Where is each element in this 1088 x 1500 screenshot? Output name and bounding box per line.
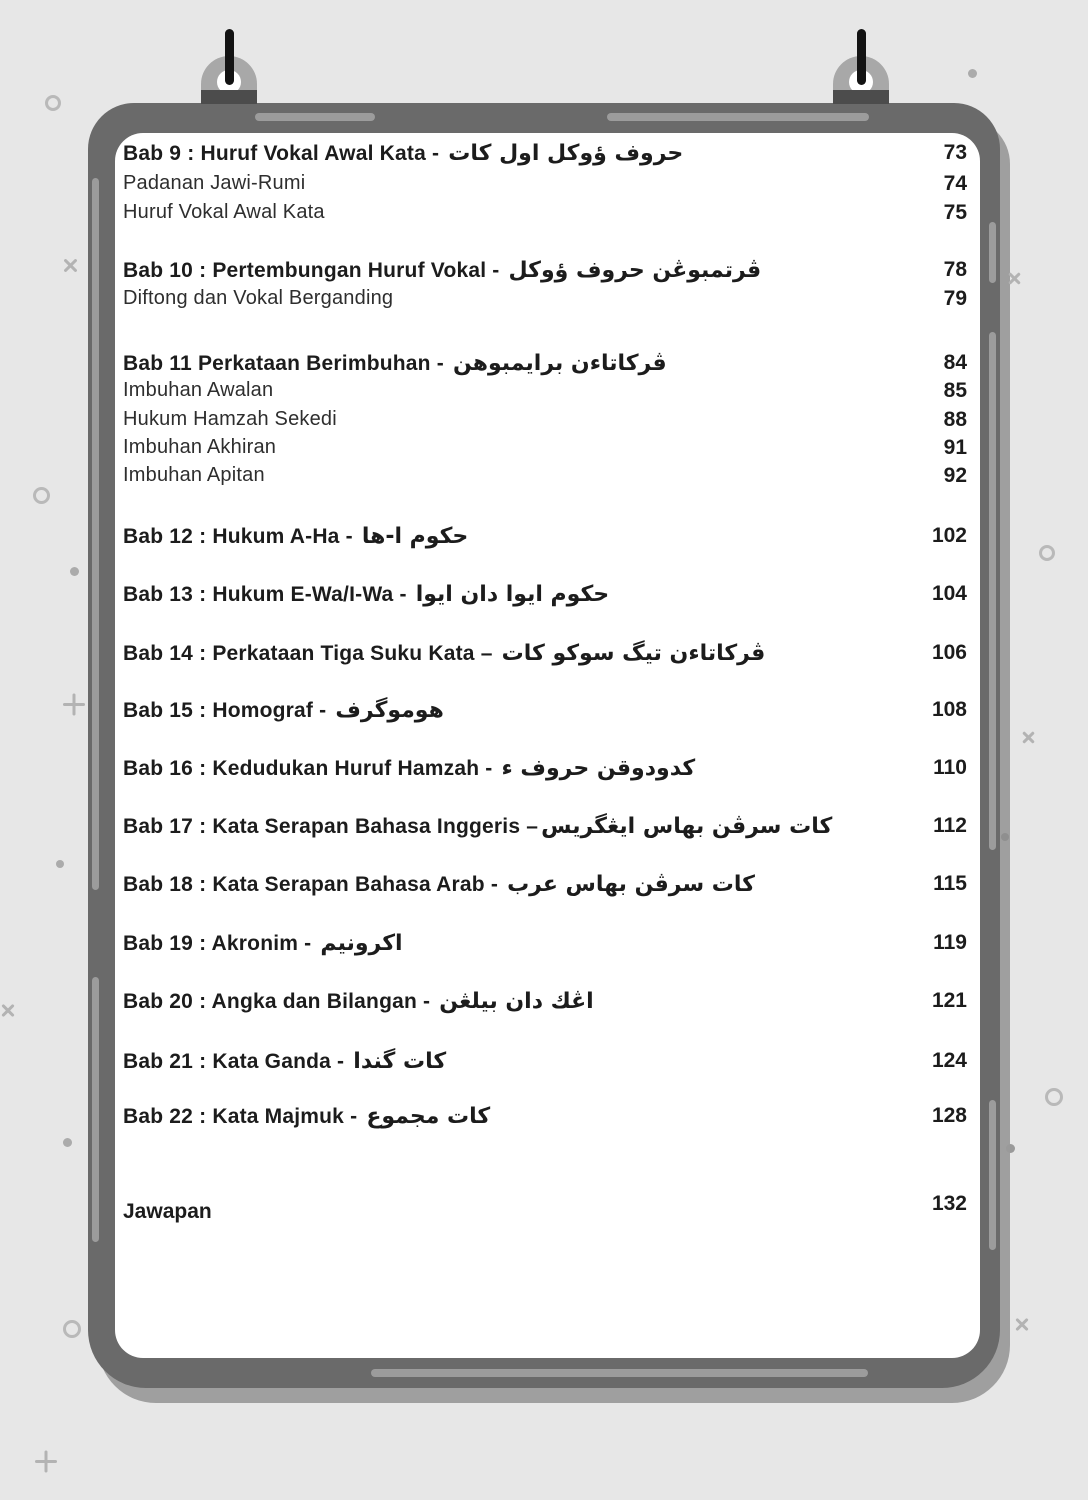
circle-decoration-icon: [33, 487, 50, 504]
toc-entry-title: Imbuhan Awalan: [123, 379, 274, 401]
toc-page-number: 85: [943, 379, 967, 402]
clip-pin-icon: [225, 29, 234, 85]
toc-entry-label: [123, 172, 305, 195]
toc-entry-title: Bab 21 : Kata Ganda -: [123, 1050, 351, 1073]
toc-entry-title: Huruf Vokal Awal Kata: [123, 201, 325, 223]
board-highlight-strip: [989, 1100, 996, 1250]
toc-entry-label: [123, 1192, 212, 1223]
toc-page-number: 92: [943, 464, 967, 487]
toc-entry-jawi: كات مجموع: [366, 1104, 491, 1129]
toc-entry-title: Imbuhan Apitan: [123, 464, 265, 486]
toc-entry-label: [123, 698, 444, 723]
circle-decoration-icon: [1045, 1088, 1063, 1106]
toc-row: [123, 464, 967, 488]
toc-page-number: 124: [931, 1049, 967, 1072]
board-highlight-strip: [989, 222, 996, 283]
circle-decoration-icon: [63, 1320, 81, 1338]
toc-entry-title: Bab 16 : Kedudukan Huruf Hamzah -: [123, 757, 499, 780]
toc-page-number: 108: [931, 698, 967, 721]
cross-decoration-icon: [1007, 271, 1022, 286]
dot-decoration-icon: [70, 567, 79, 576]
toc-row: [123, 814, 967, 839]
toc-row: [123, 201, 967, 225]
toc-entry-title: Bab 18 : Kata Serapan Bahasa Arab -: [123, 873, 505, 896]
clip-base: [201, 90, 257, 104]
dot-decoration-icon: [1006, 1144, 1015, 1153]
toc-page-number: 112: [933, 814, 967, 837]
toc-entry-jawi: كات سرڤن بهاس عرب: [507, 872, 755, 897]
board-highlight-strip: [255, 113, 375, 121]
board-highlight-strip: [371, 1369, 868, 1377]
toc-entry-title: Bab 20 : Angka dan Bilangan -: [123, 990, 437, 1013]
toc-entry-label: [123, 814, 832, 839]
toc-page-number: 106: [931, 641, 967, 664]
toc-entry-title: Bab 9 : Huruf Vokal Awal Kata -: [123, 142, 446, 165]
toc-entry-jawi: كات سرڤن بهاس ايڠگريس: [541, 814, 833, 839]
board-highlight-strip: [989, 332, 996, 850]
toc-page-number: 128: [931, 1104, 967, 1127]
toc-row: [123, 582, 967, 607]
toc-entry-title: Bab 15 : Homograf -: [123, 699, 333, 722]
toc-entry-label: [123, 379, 273, 402]
toc-entry-jawi: اكرونيم: [320, 931, 403, 956]
toc-entry-label: [123, 582, 609, 607]
dot-decoration-icon: [63, 1138, 72, 1147]
toc-page-number: 132: [931, 1192, 967, 1215]
toc-row: [123, 287, 967, 311]
toc-entry-label: [123, 872, 755, 897]
toc-entry-label: [123, 141, 683, 166]
toc-page-number: 84: [943, 351, 967, 374]
toc-page-number: 79: [943, 287, 967, 310]
toc-page-number: 102: [931, 524, 967, 547]
toc-entry-jawi: حروف ؤوكل اول كات: [448, 141, 684, 166]
toc-entry-label: [123, 1049, 446, 1074]
toc-entry-jawi: اڠك دان بيلڠن: [439, 989, 594, 1014]
toc-entry-label: [123, 641, 765, 666]
toc-page-number: 74: [943, 172, 967, 195]
toc-page-number: 75: [943, 201, 967, 224]
toc-entry-title: Padanan Jawi-Rumi: [123, 172, 306, 194]
toc-entry-label: [123, 351, 667, 376]
toc-entry-jawi: ڤركاتاءن تيگ سوكو كات: [501, 641, 766, 666]
clip-base: [833, 90, 889, 104]
dot-decoration-icon: [968, 69, 977, 78]
toc-entry-title: Bab 14 : Perkataan Tiga Suku Kata –: [123, 642, 499, 665]
plus-decoration-icon: [63, 693, 85, 715]
toc-entry-label: [123, 756, 695, 781]
toc-entry-label: [123, 931, 403, 956]
toc-entry-jawi: ڤركاتاءن برايمبوهن: [452, 351, 667, 376]
clip-pin-icon: [857, 29, 866, 85]
cross-decoration-icon: [1021, 730, 1036, 745]
toc-entry-label: [123, 436, 276, 459]
toc-row: [123, 1049, 967, 1074]
toc-entry-label: [123, 408, 337, 431]
toc-entry-title: Hukum Hamzah Sekedi: [123, 408, 337, 430]
toc-page-number: 119: [933, 931, 967, 954]
toc-entry-jawi: حكوم ايوا دان ايوا: [415, 582, 610, 607]
toc-entry-title: Bab 11 Perkataan Berimbuhan -: [123, 352, 450, 375]
toc-page-number: 91: [943, 436, 967, 459]
toc-entry-label: [123, 1104, 490, 1129]
toc-entry-title: Bab 13 : Hukum E-Wa/I-Wa -: [123, 583, 413, 606]
toc-row: [123, 931, 967, 956]
toc-row: [123, 872, 967, 897]
toc-page-number: 78: [943, 258, 967, 281]
toc-entry-title: Bab 12 : Hukum A-Ha -: [123, 525, 359, 548]
toc-row: [123, 379, 967, 403]
toc-page-number: 104: [931, 582, 967, 605]
toc-entry-title: Bab 17 : Kata Serapan Bahasa Inggeris –: [123, 815, 539, 838]
toc-entry-label: [123, 524, 468, 549]
toc-row: [123, 408, 967, 432]
board-highlight-strip: [92, 977, 99, 1242]
dot-decoration-icon: [1001, 833, 1009, 841]
circle-decoration-icon: [45, 95, 61, 111]
toc-entry-jawi: كات گندا: [353, 1049, 447, 1074]
toc-entry-title: Imbuhan Akhiran: [123, 436, 277, 458]
plus-decoration-icon: [35, 1450, 57, 1472]
toc-page-number: 115: [933, 872, 967, 895]
toc-row: [123, 172, 967, 196]
toc-page-number: 88: [943, 408, 967, 431]
toc-entry-jawi: هوموگرف: [335, 698, 444, 723]
circle-decoration-icon: [1039, 545, 1055, 561]
toc-row: [123, 641, 967, 666]
toc-entry-title: Diftong dan Vokal Berganding: [123, 287, 394, 309]
toc-entry-title: Bab 19 : Akronim -: [123, 932, 318, 955]
cross-decoration-icon: [1014, 1316, 1030, 1332]
toc-entry-label: [123, 201, 325, 224]
toc-row: [123, 436, 967, 460]
board-highlight-strip: [607, 113, 869, 121]
toc-row: [123, 756, 967, 781]
toc-entry-jawi: ڤرتمبوڠن حروف ؤوكل: [508, 258, 762, 283]
toc-entry-jawi: كدودوقن حروف ء: [501, 756, 696, 781]
toc-row: [123, 351, 967, 376]
toc-row: [123, 989, 967, 1014]
toc-page-number: 73: [943, 141, 967, 164]
toc-entry-title: Jawapan: [123, 1200, 212, 1223]
toc-row: [123, 141, 967, 166]
toc-row: [123, 524, 967, 549]
toc-entry-label: [123, 258, 761, 283]
toc-entry-jawi: حكوم ا-ها: [361, 524, 469, 549]
toc-entry-title: Bab 22 : Kata Majmuk -: [123, 1105, 364, 1128]
toc-row: [123, 258, 967, 283]
toc-entry-title: Bab 10 : Pertembungan Huruf Vokal -: [123, 259, 506, 282]
dot-decoration-icon: [56, 860, 64, 868]
cross-decoration-icon: [0, 1002, 16, 1018]
toc-row: [123, 1192, 967, 1223]
toc-page-number: 121: [931, 989, 967, 1012]
toc-entry-label: [123, 989, 594, 1014]
toc-row: [123, 698, 967, 723]
toc-row: [123, 1104, 967, 1129]
toc-page-number: 110: [933, 756, 967, 779]
board-highlight-strip: [92, 178, 99, 890]
toc-page: [115, 133, 980, 1358]
toc-entry-label: [123, 464, 265, 487]
cross-decoration-icon: [62, 257, 79, 274]
toc-entry-label: [123, 287, 393, 310]
